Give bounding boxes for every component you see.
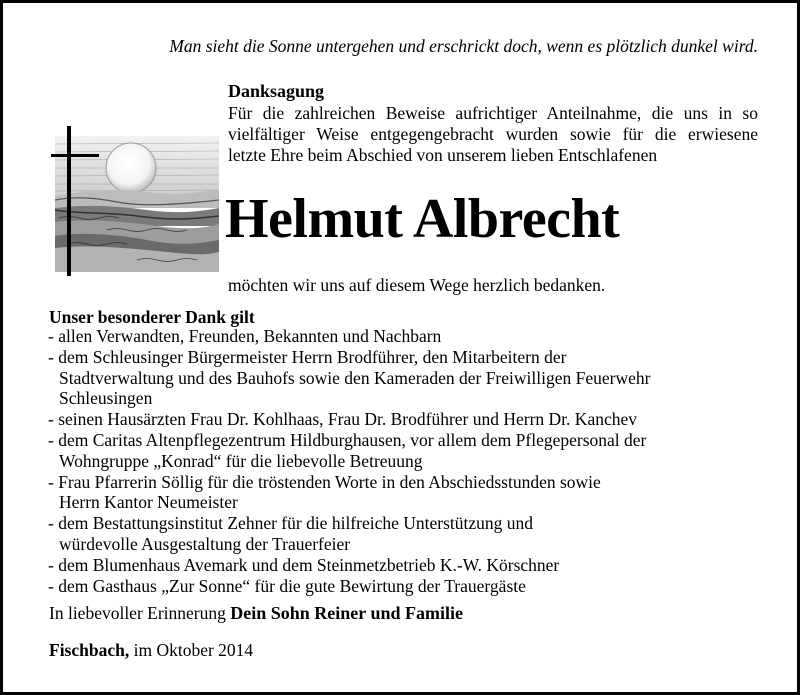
list-item-line: - dem Caritas Altenpflegezentrum Hildburghausen, vor allem dem Pflegepersonal der xyxy=(48,429,647,450)
list-item-line: - seinen Hausärzten Frau Dr. Kohlhaas, Frau Dr. Brodführer und Herrn Dr. Kanchev xyxy=(48,409,637,430)
intro-line: letzte Ehre beim Abschied von unserem lieben Entschlafenen xyxy=(228,145,658,165)
intro-text xyxy=(228,103,758,166)
list-item xyxy=(39,326,779,347)
list-item-line: - dem Gasthaus „Zur Sonne“ für die gute Bewirtung der Trauergäste xyxy=(48,575,526,596)
motto-quote: Man sieht die Sonne untergehen und erschrickt doch, wenn es plötzlich dunkel wird. xyxy=(169,36,758,56)
thanks-line: möchten wir uns auf diesem Wege herzlich bedanken. xyxy=(228,275,606,295)
list-item-line: - dem Schleusinger Bürgermeister Herrn Brodführer, den Mitarbeitern der xyxy=(48,346,567,367)
list-item xyxy=(39,576,779,597)
list-item xyxy=(39,513,779,555)
list-item-line: - dem Bestattungsinstitut Zehner für die hilfreiche Unterstützung und xyxy=(48,513,534,534)
thanks-heading: Danksagung xyxy=(228,81,325,101)
list-item-line: Schleusingen xyxy=(59,388,153,409)
place-date-text: im Oktober 2014 xyxy=(133,640,254,660)
list-item xyxy=(39,472,779,514)
closing-line xyxy=(49,602,463,624)
place-date xyxy=(49,639,253,661)
list-item-line: - allen Verwandten, Freunden, Bekannten und Nachbarn xyxy=(48,326,442,346)
list-item xyxy=(39,430,779,472)
deceased-name: Helmut Albrecht xyxy=(225,188,620,250)
list-item xyxy=(39,347,779,409)
list-item-line: Herrn Kantor Neumeister xyxy=(59,492,238,513)
list-item-line: Stadtverwaltung und des Bauhofs sowie den Kameraden der Freiwilligen Feuerwehr xyxy=(59,367,651,388)
list-item xyxy=(39,555,779,576)
place-town: Fischbach, xyxy=(49,640,130,660)
closing-prefix: In liebevoller Erinnerung xyxy=(49,603,226,623)
signers: Dein Sohn Reiner und Familie xyxy=(230,603,463,623)
list-item-line: - Frau Pfarrerin Söllig für die tröstenden Worte in den Abschiedsstunden sowie xyxy=(48,471,601,492)
list-item-line: - dem Blumenhaus Avemark und dem Steinmetzbetrieb K.-W. Körschner xyxy=(48,554,560,575)
thanks-list xyxy=(39,326,779,596)
intro-line: Für die zahlreichen Beweise aufrichtiger Anteilnahme, die uns in so xyxy=(228,103,758,123)
cross-sunset-landscape-icon xyxy=(47,126,221,276)
list-item-line: Wohngruppe „Konrad“ für die liebevolle Betreuung xyxy=(59,450,423,471)
intro-line: vielfältiger Weise entgegengebracht wurden sowie für die erwiesene xyxy=(228,124,758,144)
list-item-line: würdevolle Ausgestaltung der Trauerfeier xyxy=(59,533,351,554)
list-item xyxy=(39,409,779,430)
special-thanks-heading: Unser besonderer Dank gilt xyxy=(49,307,255,327)
